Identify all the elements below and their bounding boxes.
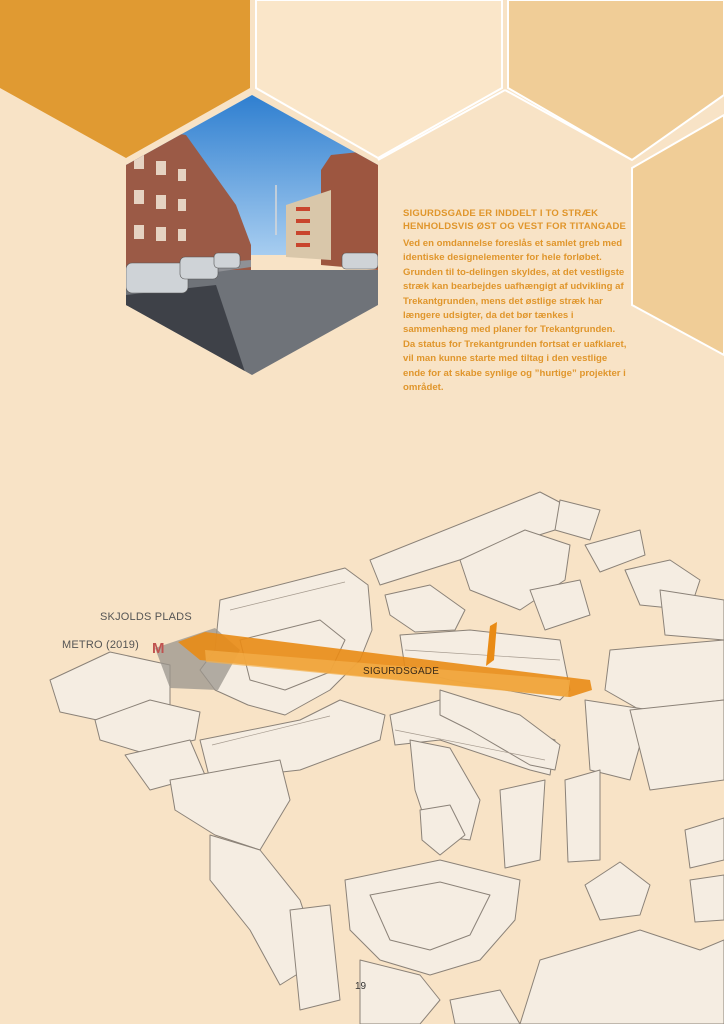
page-number: 19 [355,981,367,992]
site-map [0,480,724,1024]
photo-car [126,263,188,293]
metro-icon: M [152,640,165,657]
map-building [690,875,724,922]
map-building [630,700,724,790]
photo-car [180,257,218,279]
map-building [685,818,724,868]
map-building [565,770,600,862]
map-building [660,590,724,640]
map-building [555,500,600,540]
body-paragraph: Ved en omdannelse foreslås et samlet greb med identiske designelementer for hele forløbet. Grunden til to-delingen skyldes, at det vestligste stræk kan bearbejdes uafhængigt af udvikling af Trekantgrunden, mens det østlige stræk har længere udsigter, da det bør tænkes i sammenhæng med planer for Trekantgrunden. Da status for Trekantgrunden fortsat er uafklaret, vil man kunne starte med tiltag i den vestlige ende for at skabe synlige og ”hurtige” projekter i området. [403,238,627,394]
metro-label: METRO (2019) [62,639,139,651]
map-building [500,780,545,868]
map-building [290,905,340,1010]
skjolds-plads-label: SKJOLDS PLADS [100,611,192,623]
photo-car [342,253,378,269]
section-heading: SIGURDSGADE ER INDDELT I TO STRÆK HENHOLDSVIS ØST OG VEST FOR TITANGADE [403,208,627,232]
map-building [385,585,465,632]
map-building [585,530,645,572]
map-building [200,700,385,780]
street-photo [126,95,378,375]
map-building [520,930,724,1024]
map-building [450,990,520,1024]
map-building [605,640,724,710]
text-block [403,208,628,395]
photo-car [214,253,240,268]
map-building [585,862,650,920]
sigurdsgade-label: SIGURDSGADE [363,666,440,677]
